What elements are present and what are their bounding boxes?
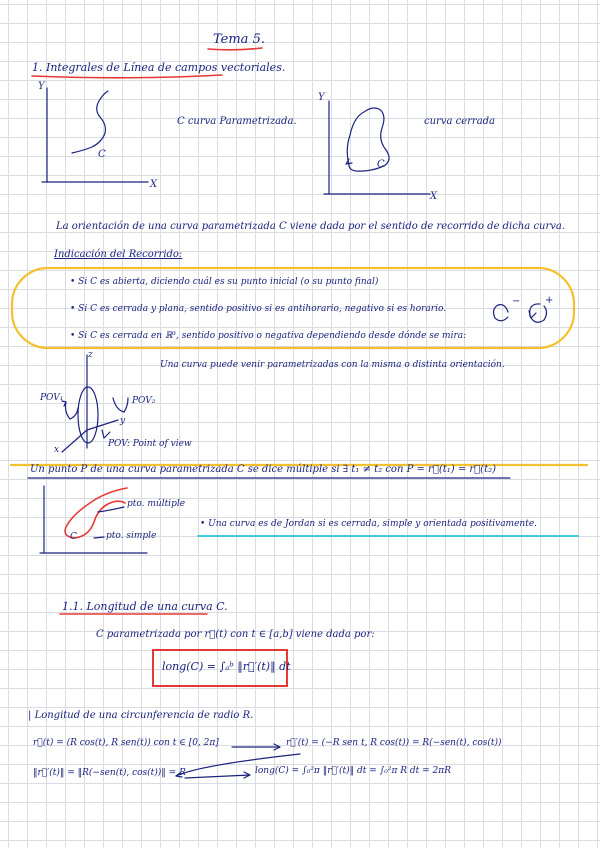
- heading-underline: [32, 75, 222, 78]
- fig3-pov-right: POV₂: [132, 396, 156, 406]
- example-heading-text: Longitud de una circunferencia de radio R.: [34, 710, 254, 721]
- bullet-closed-plane: • Si C es cerrada y plana, sentido positivo si es antihorario, negativo si es horario.: [70, 304, 447, 314]
- fig3-y-axis: [87, 420, 118, 430]
- fig3-right-arc: [113, 398, 128, 412]
- fig3-pov-caption: POV: Point of view: [108, 439, 192, 449]
- fig1-curve: [72, 91, 108, 153]
- bullet-open: • Si C es abierta, diciendo cuál es su punto inicial (o su punto final): [70, 277, 379, 287]
- figure-closed-curve: [324, 101, 430, 194]
- fig1-x-label: X: [150, 179, 158, 190]
- fig3-x-label: x: [54, 445, 60, 455]
- title-underline: [208, 48, 262, 50]
- example-param: r⃗(t) = (R cos(t), R sen(t)) con t ∈ [0, 2π]: [33, 738, 219, 748]
- fig1-curve-label: C: [98, 149, 106, 160]
- bullet-closed-3d-text: Si C es cerrada en ℝ³, sentido positivo o negativa dependiendo desde dónde se mira:: [78, 331, 467, 341]
- arrow-norm-to-result: [185, 775, 250, 778]
- bullet-open-text: Si C es abierta, diciendo cuál es su punto inicial (o su punto final): [78, 277, 379, 287]
- counterclockwise-circle: [530, 304, 547, 322]
- fig3-z-label: z: [88, 350, 93, 360]
- fig2-arrow: [346, 159, 352, 164]
- example-heading: | Longitud de una circunferencia de radio R.: [28, 710, 254, 721]
- page-title: Tema 5.: [213, 32, 265, 47]
- clockwise-circle: [494, 305, 508, 321]
- example-result: long(C) = ∫₀²π ‖r⃗′(t)‖ dt = ∫₀²π R dt = 2πR: [255, 766, 451, 776]
- direction-heading: Indicación del Recorrido:: [54, 249, 183, 260]
- reparam-text: Una curva puede venir parametrizadas con la misma o distinta orientación.: [160, 360, 505, 370]
- example-derivative: r⃗′(t) = (−R sen t, R cos(t)) = R(−sen(t), cos(t)): [286, 738, 502, 748]
- bullet-closed-plane-text: Si C es cerrada y plana, sentido positivo si es antihorario, negativo si es horario.: [78, 304, 447, 314]
- fig1-caption: C curva Parametrizada.: [177, 116, 297, 127]
- figure-3d-curve: [62, 355, 128, 452]
- fig4-curve-label: C: [70, 532, 77, 542]
- sign-minus: −: [512, 296, 521, 307]
- section11-heading: 1.1. Longitud de una curva C.: [62, 600, 228, 613]
- fig2-caption: curva cerrada: [424, 116, 496, 127]
- fig1-y-label: Y: [38, 81, 45, 92]
- section11-intro: C parametrizada por r⃗(t) con t ∈ [a,b] viene dada por:: [96, 629, 375, 640]
- example-norm: ‖r⃗′(t)‖ = ‖R(−sen(t), cos(t))‖ = R: [33, 768, 186, 778]
- orientation-text: La orientación de una curva parametrizada C viene dada por el sentido de recorrido de dicha curva.: [56, 221, 566, 232]
- fig4-simple-arrow: [94, 537, 104, 538]
- formula-box: [152, 649, 291, 687]
- fig4-simple-label: pto. simple: [106, 531, 157, 541]
- section-heading: 1. Integrales de Línea de campos vectoriales.: [32, 61, 286, 74]
- fig2-curve-label: C: [377, 159, 385, 170]
- figure-open-curve: [42, 88, 148, 182]
- length-formula: long(C) = ∫ₐᵇ ‖r⃗′(t)‖ dt: [162, 660, 291, 673]
- fig3-left-arc: [66, 402, 79, 419]
- fig3-pov-pointer: [102, 430, 110, 438]
- fig2-y-label: Y: [318, 92, 325, 103]
- figure-multiple-point: [40, 486, 147, 553]
- jordan-text: • Una curva es de Jordan si es cerrada, simple y orientada positivamente.: [200, 519, 538, 529]
- fig3-pov-left: POV₁: [40, 393, 64, 403]
- multiple-point-text: Un punto P de una curva parametrizada C se dice múltiple si ∃ t₁ ≠ t₂ con P = r⃗(t₁) = r⃗(t₂): [30, 464, 496, 475]
- bullet-closed-3d: • Si C es cerrada en ℝ³, sentido positivo o negativa dependiendo desde dónde se mira:: [70, 331, 467, 341]
- fig4-multiple-label: pto. múltiple: [127, 499, 186, 509]
- fig3-ellipse: [78, 387, 98, 443]
- fig3-y-label: y: [120, 416, 126, 426]
- sign-plus: +: [545, 295, 554, 306]
- fig3-x-axis: [62, 430, 87, 452]
- fig2-x-label: X: [430, 191, 438, 202]
